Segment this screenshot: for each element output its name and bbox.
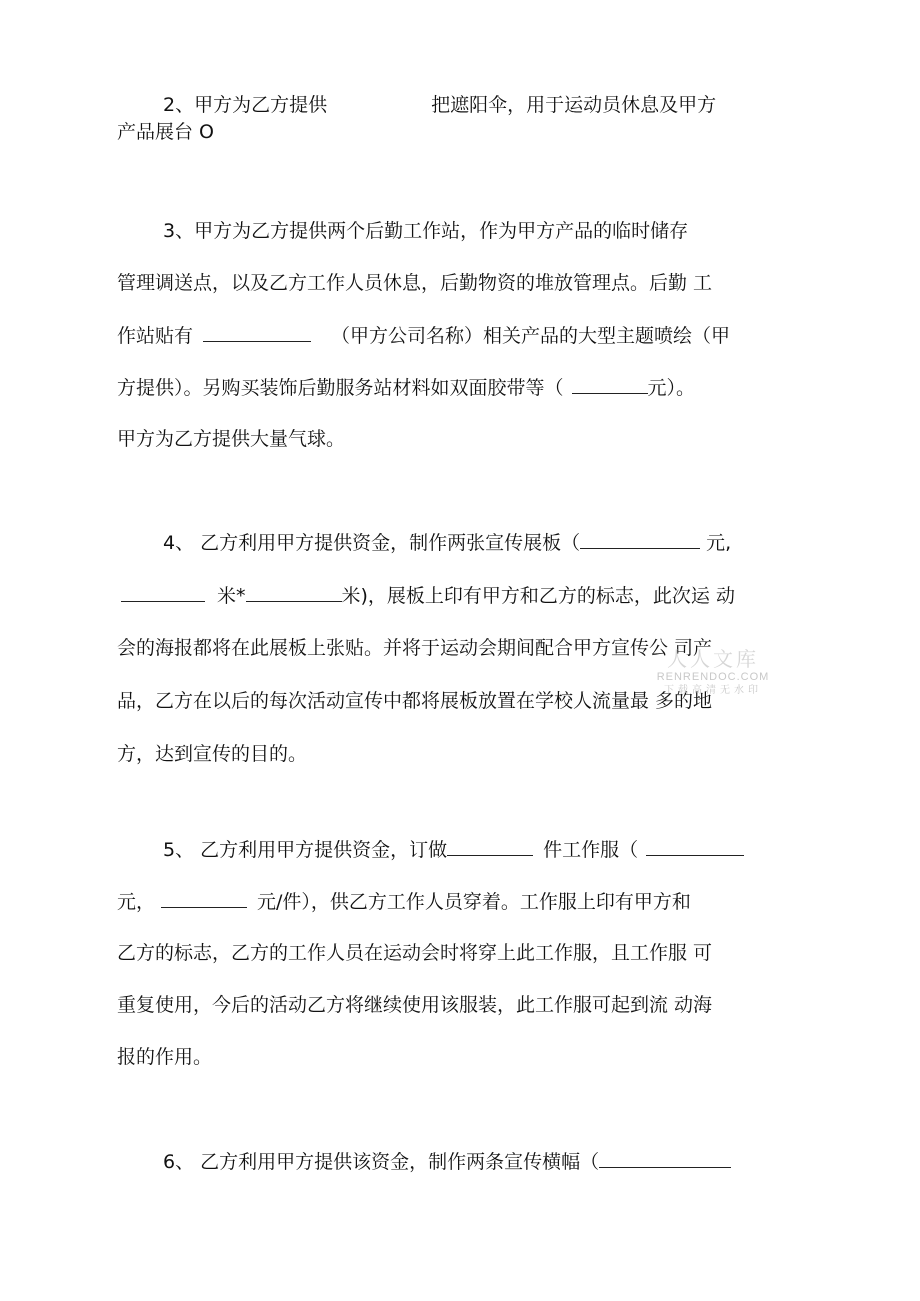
banner-cost-blank bbox=[599, 1148, 731, 1168]
clause-2-text-b: 把遮阳伞，用于运动员休息及甲方 bbox=[431, 94, 717, 116]
clause-3-line-4 bbox=[117, 374, 807, 400]
clause-5-text-c: 元， bbox=[117, 891, 156, 913]
clause-2 bbox=[117, 92, 807, 145]
clause-6-line-1 bbox=[117, 1148, 807, 1174]
clause-3-text-c: 方提供）。另购买装饰后勤服务站材料如双面胶带等（ bbox=[117, 377, 564, 399]
watermark-domain: RENRENDOC.COM bbox=[656, 671, 770, 683]
clause-6-text-a: 6、 乙方利用甲方提供该资金，制作两条宣传横幅（ bbox=[163, 1151, 600, 1173]
clause-4-text-c: 米* bbox=[217, 585, 246, 607]
board-cost-blank bbox=[580, 529, 700, 549]
board-height-blank bbox=[246, 582, 342, 602]
clause-5 bbox=[117, 836, 807, 1070]
tape-cost-blank bbox=[572, 374, 648, 394]
clause-3 bbox=[117, 218, 807, 452]
clause-4-line-3: 会的海报都将在此展板上张贴。并将于运动会期间配合甲方宣传公 司产 bbox=[117, 637, 713, 659]
clause-3-line-3 bbox=[117, 322, 807, 348]
clause-5-line-3: 乙方的标志，乙方的工作人员在运动会时将穿上此工作服，且工作服 可 bbox=[117, 942, 713, 964]
uniform-total-cost-blank bbox=[646, 836, 744, 856]
clause-5-line-5: 报的作用。 bbox=[117, 1046, 213, 1068]
clause-2-text-a: 2、甲方为乙方提供 bbox=[163, 94, 328, 116]
clause-4-line-1 bbox=[117, 529, 807, 555]
watermark-subtitle: 下载高清无水印 bbox=[664, 685, 762, 696]
watermark-title: 人人文库 bbox=[667, 647, 759, 671]
clause-3-line-5: 甲方为乙方提供大量气球。 bbox=[117, 428, 346, 450]
uniform-count-blank bbox=[447, 836, 533, 856]
clause-5-line-4: 重复使用，今后的活动乙方将继续使用该服装，此工作服可起到流 动海 bbox=[117, 994, 713, 1016]
clause-4-text-a: 4、 乙方利用甲方提供资金，制作两张宣传展板（ bbox=[163, 532, 581, 554]
clause-4-text-b: 元, bbox=[706, 532, 732, 554]
clause-3-line-1: 3、甲方为乙方提供两个后勤工作站，作为甲方产品的临时储存 bbox=[163, 220, 689, 242]
clause-4-line-2 bbox=[117, 582, 807, 608]
clause-6 bbox=[117, 1148, 807, 1174]
clause-3-text-a: 作站贴有 bbox=[117, 325, 194, 347]
clause-4 bbox=[117, 529, 807, 767]
board-width-blank bbox=[121, 582, 205, 602]
clause-5-text-b: 件工作服（ bbox=[543, 839, 639, 861]
clause-2-line-2: 产品展台 O bbox=[117, 121, 214, 143]
clause-5-line-2 bbox=[117, 888, 807, 914]
clause-3-line-2: 管理调送点，以及乙方工作人员休息，后勤物资的堆放管理点。后勤 工 bbox=[117, 272, 713, 294]
clause-4-text-d: 米)，展板上印有甲方和乙方的标志，此次运 动 bbox=[341, 585, 735, 607]
clause-5-line-1 bbox=[117, 836, 807, 862]
clause-5-text-a: 5、 乙方利用甲方提供资金，订做 bbox=[163, 839, 448, 861]
clause-2-line-1 bbox=[117, 92, 807, 118]
clause-3-text-b: （甲方公司名称）相关产品的大型主题喷绘（甲 bbox=[331, 325, 731, 347]
clause-4-line-4: 品，乙方在以后的每次活动宣传中都将展板放置在学校人流量最 多的地 bbox=[117, 690, 713, 712]
clause-3-text-d: 元）。 bbox=[647, 377, 696, 399]
company-name-blank bbox=[203, 322, 311, 342]
clause-4-line-5: 方，达到宣传的目的。 bbox=[117, 743, 308, 765]
clause-5-text-d: 元/件），供乙方工作人员穿着。工作服上印有甲方和 bbox=[257, 891, 691, 913]
uniform-unit-cost-blank bbox=[161, 888, 247, 908]
